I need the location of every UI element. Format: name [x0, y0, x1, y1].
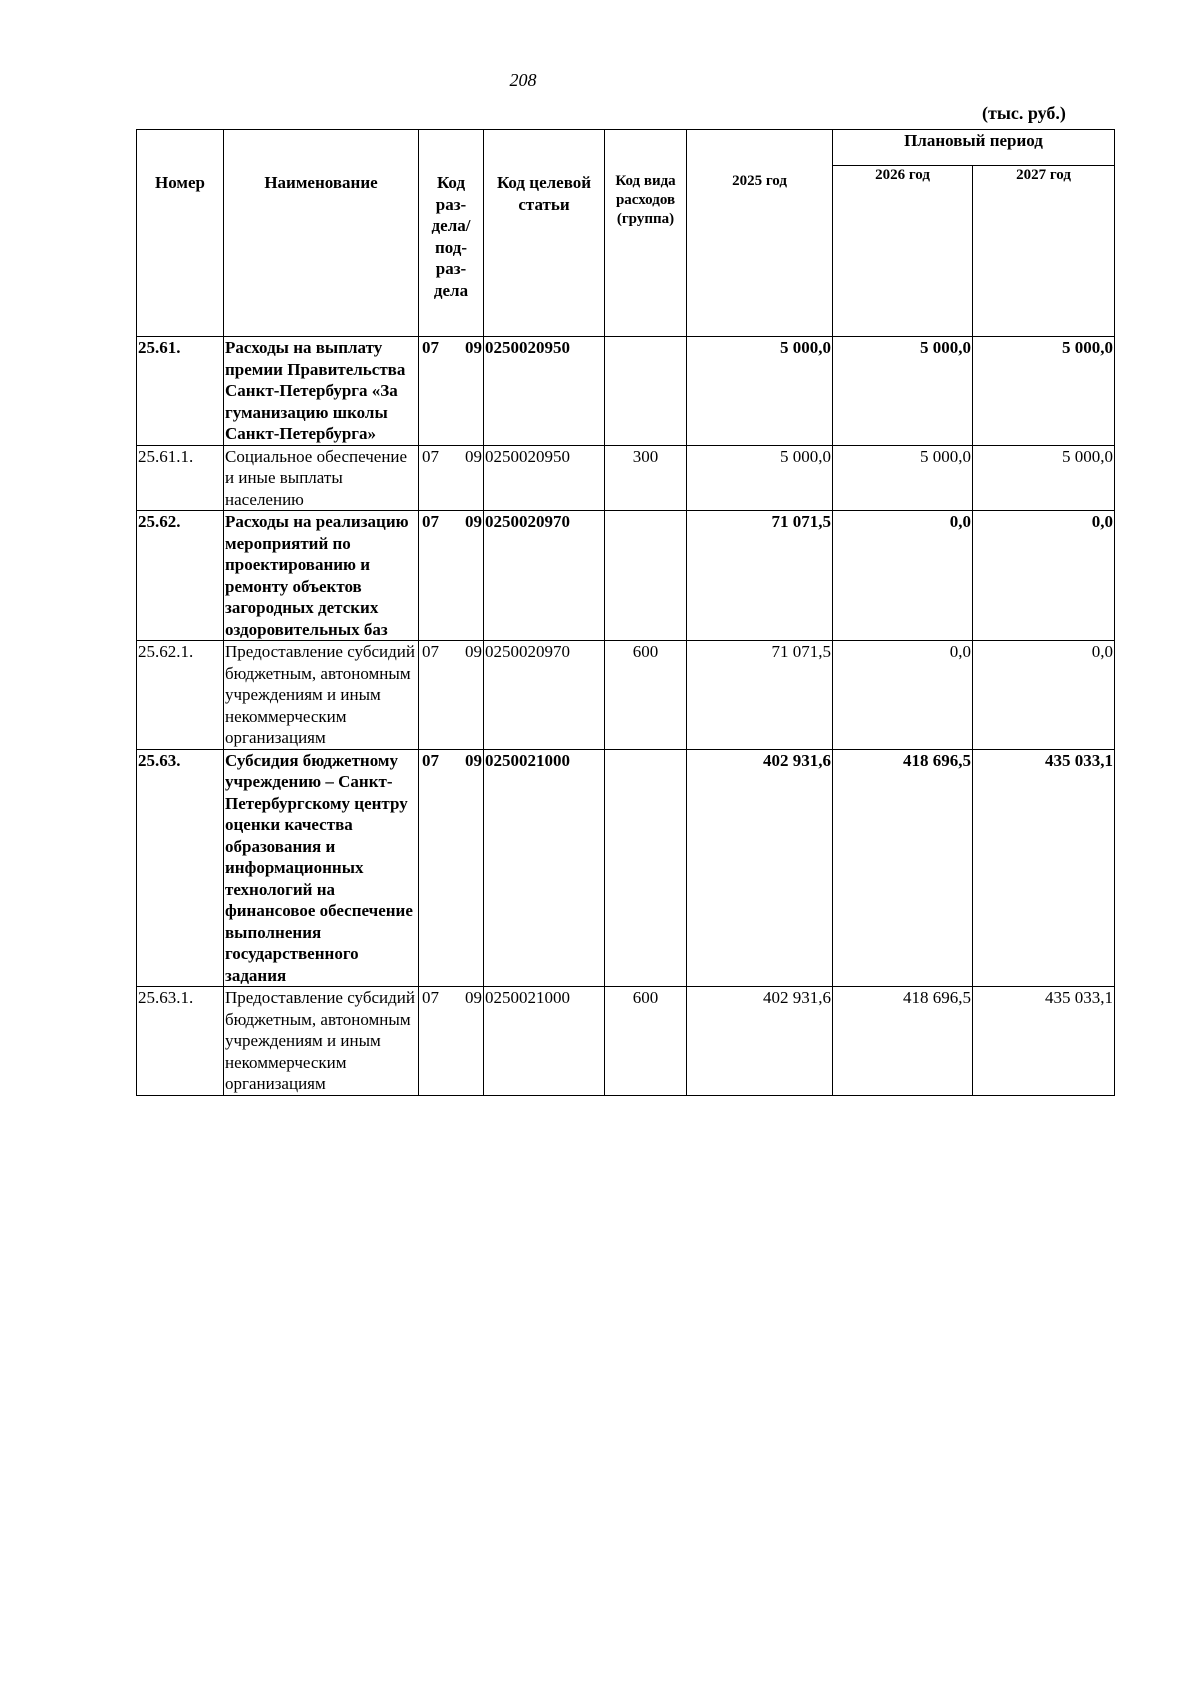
row-2027: 5 000,0: [973, 337, 1115, 446]
row-name: Расходы на выплату премии Правительства Санкт-Петербурга «За гуманизацию школы Санкт-Петербурга»: [224, 337, 419, 446]
header-year-2025: 2025 год: [687, 130, 833, 337]
row-section: 07: [422, 446, 439, 466]
row-section-code: [419, 749, 484, 987]
row-name: Субсидия бюджетному учреждению – Санкт-Петербургскому центру оценки качества образования и информационных технологий на финансовое обеспечение выполнения государственного задания: [224, 749, 419, 987]
row-2025: 5 000,0: [687, 445, 833, 511]
row-2025: 5 000,0: [687, 337, 833, 446]
row-name: Социальное обеспечение и иные выплаты населению: [224, 445, 419, 511]
row-expense-type: [605, 749, 687, 987]
table-row: [137, 511, 1115, 641]
header-year-2027: 2027 год: [973, 166, 1115, 337]
row-number: 25.62.: [137, 511, 224, 641]
row-name: Расходы на реализацию мероприятий по проектированию и ремонту объектов загородных детских оздоровительных баз: [224, 511, 419, 641]
table-body: [137, 337, 1115, 1096]
row-section-code: [419, 445, 484, 511]
row-2025: 71 071,5: [687, 511, 833, 641]
row-2027: 435 033,1: [973, 749, 1115, 987]
row-number: 25.61.: [137, 337, 224, 446]
units-label: (тыс. руб.): [982, 103, 1066, 123]
row-target-code: 0250020970: [484, 641, 605, 750]
row-expense-type: 300: [605, 445, 687, 511]
row-expense-type: [605, 337, 687, 446]
table-row: [137, 445, 1115, 511]
header-target-code: Код целевой статьи: [484, 130, 605, 337]
row-subsection: 09: [465, 988, 482, 1007]
budget-table: [136, 129, 1115, 1096]
row-number: 25.62.1.: [137, 641, 224, 750]
header-planned-period: Плановый период: [833, 130, 1115, 166]
row-section: 07: [422, 338, 439, 357]
page-number: 208: [509, 70, 537, 90]
row-section: 07: [422, 512, 439, 531]
row-section-code: [419, 987, 484, 1096]
row-2025: 402 931,6: [687, 749, 833, 987]
header-section-code: Код раз-дела/ под-раз-дела: [419, 130, 484, 337]
row-expense-type: [605, 511, 687, 641]
row-subsection: 09: [465, 642, 482, 661]
row-name: Предоставление субсидий бюджетным, автономным учреждениям и иным некоммерческим организациям: [224, 987, 419, 1096]
row-target-code: 0250021000: [484, 987, 605, 1096]
row-name: Предоставление субсидий бюджетным, автономным учреждениям и иным некоммерческим организациям: [224, 641, 419, 750]
row-section: 07: [422, 642, 439, 661]
table-row: [137, 337, 1115, 446]
header-number: Номер: [137, 130, 224, 337]
row-2026: 5 000,0: [833, 445, 973, 511]
row-2027: 5 000,0: [973, 445, 1115, 511]
row-2026: 418 696,5: [833, 749, 973, 987]
row-expense-type: 600: [605, 641, 687, 750]
row-target-code: 0250020950: [484, 337, 605, 446]
row-target-code: 0250020970: [484, 511, 605, 641]
table-row: [137, 749, 1115, 987]
row-2026: 418 696,5: [833, 987, 973, 1096]
row-subsection: 09: [465, 750, 482, 770]
row-2026: 5 000,0: [833, 337, 973, 446]
row-expense-type: 600: [605, 987, 687, 1096]
table-row: [137, 987, 1115, 1096]
row-section-code: [419, 337, 484, 446]
row-section-code: [419, 511, 484, 641]
row-2025: 71 071,5: [687, 641, 833, 750]
row-section: 07: [422, 988, 439, 1007]
row-number: 25.63.: [137, 749, 224, 987]
row-target-code: 0250021000: [484, 749, 605, 987]
row-target-code: 0250020950: [484, 445, 605, 511]
table-row: [137, 641, 1115, 750]
row-subsection: 09: [465, 512, 482, 531]
row-2027: 0,0: [973, 641, 1115, 750]
row-section: 07: [422, 750, 439, 770]
row-subsection: 09: [465, 446, 482, 466]
row-2026: 0,0: [833, 641, 973, 750]
row-2027: 0,0: [973, 511, 1115, 641]
row-number: 25.61.1.: [137, 445, 224, 511]
row-section-code: [419, 641, 484, 750]
header-name: Наименование: [224, 130, 419, 337]
row-2026: 0,0: [833, 511, 973, 641]
row-number: 25.63.1.: [137, 987, 224, 1096]
header-year-2026: 2026 год: [833, 166, 973, 337]
row-subsection: 09: [465, 338, 482, 357]
header-expense-type: Код вида расходов (группа): [605, 130, 687, 337]
row-2025: 402 931,6: [687, 987, 833, 1096]
row-2027: 435 033,1: [973, 987, 1115, 1096]
